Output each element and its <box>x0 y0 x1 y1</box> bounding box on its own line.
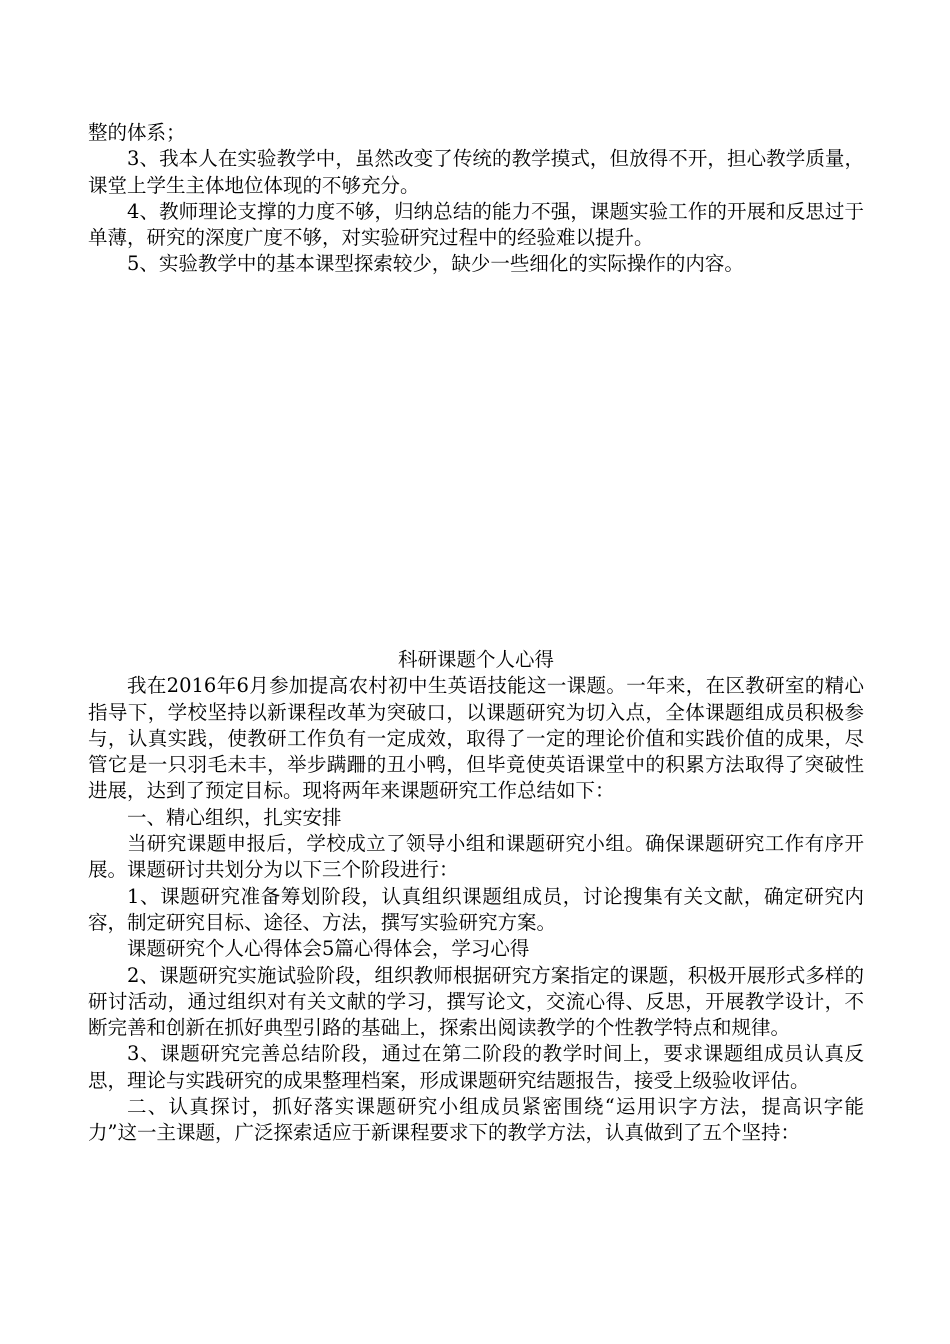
article-paragraph-stage-2: 2、课题研究实施试验阶段，组织教师根据研究方案指定的课题，积极开展形式多样的研讨活动，通过组织对有关文献的学习，撰写论文，交流心得、反思，开展教学设计，不断完善和创新在抓好典型引路的基础上，探索出阅读教学的个性教学特点和规律。 <box>88 963 864 1040</box>
section-heading-2: 二、认真探讨，抓好落实课题研究小组成员紧密围绕“运用识字方法，提高识字能力”这一主课题，广泛探索适应于新课程要求下的教学方法，认真做到了五个坚持： <box>88 1095 864 1145</box>
previous-page-section <box>88 120 864 278</box>
article-title: 科研课题个人心得 <box>397 648 554 671</box>
article-section <box>88 647 864 1147</box>
section-heading-1: 一、精心组织，扎实安排 <box>127 805 342 829</box>
article-paragraph-intro: 我在2016年6月参加提高农村初中生英语技能这一课题。一年来，在区教研室的精心指导下，学校坚持以新课程改革为突破口，以课题研究为切入点，全体课题组成员积极参与，认真实践，使教研工作负有一定成效，取得了一定的理论价值和实践价值的成果，尽管它是一只羽毛未丰，举步蹒跚的丑小鸭，但毕竟使英语课堂中的积累方法取得了突破性进展，达到了预定目标。现将两年来课题研究工作总结如下： <box>88 674 864 803</box>
paragraph-point-5: 5、实验教学中的基本课型探索较少，缺少一些细化的实际操作的内容。 <box>127 252 744 276</box>
article-paragraph-stages: 当研究课题申报后，学校成立了领导小组和课题研究小组。确保课题研究工作有序开展。课题研讨共划分为以下三个阶段进行： <box>88 832 864 882</box>
paragraph-system-end: 整的体系； <box>88 121 186 144</box>
paragraph-point-3: 3、我本人在实验教学中，虽然改变了传统的教学摸式，但放得不开，担心教学质量，课堂上学生主体地位体现的不够充分。 <box>88 147 864 197</box>
article-paragraph-stage-1: 1、课题研究准备筹划阶段，认真组织课题组成员，讨论搜集有关文献，确定研究内容，制定研究目标、途径、方法，撰写实验研究方案。 <box>88 884 864 934</box>
paragraph-point-4: 4、教师理论支撑的力度不够，归纳总结的能力不强，课题实验工作的开展和反思过于单薄，研究的深度广度不够，对实验研究过程中的经验难以提升。 <box>88 199 864 250</box>
article-paragraph-stage-3: 3、课题研究完善总结阶段，通过在第二阶段的教学时间上，要求课题组成员认真反思，理论与实践研究的成果整理档案，形成课题研究结题报告，接受上级验收评估。 <box>88 1042 864 1092</box>
article-paragraph-inserted-line: 课题研究个人心得体会5篇心得体会，学习心得 <box>127 937 530 961</box>
